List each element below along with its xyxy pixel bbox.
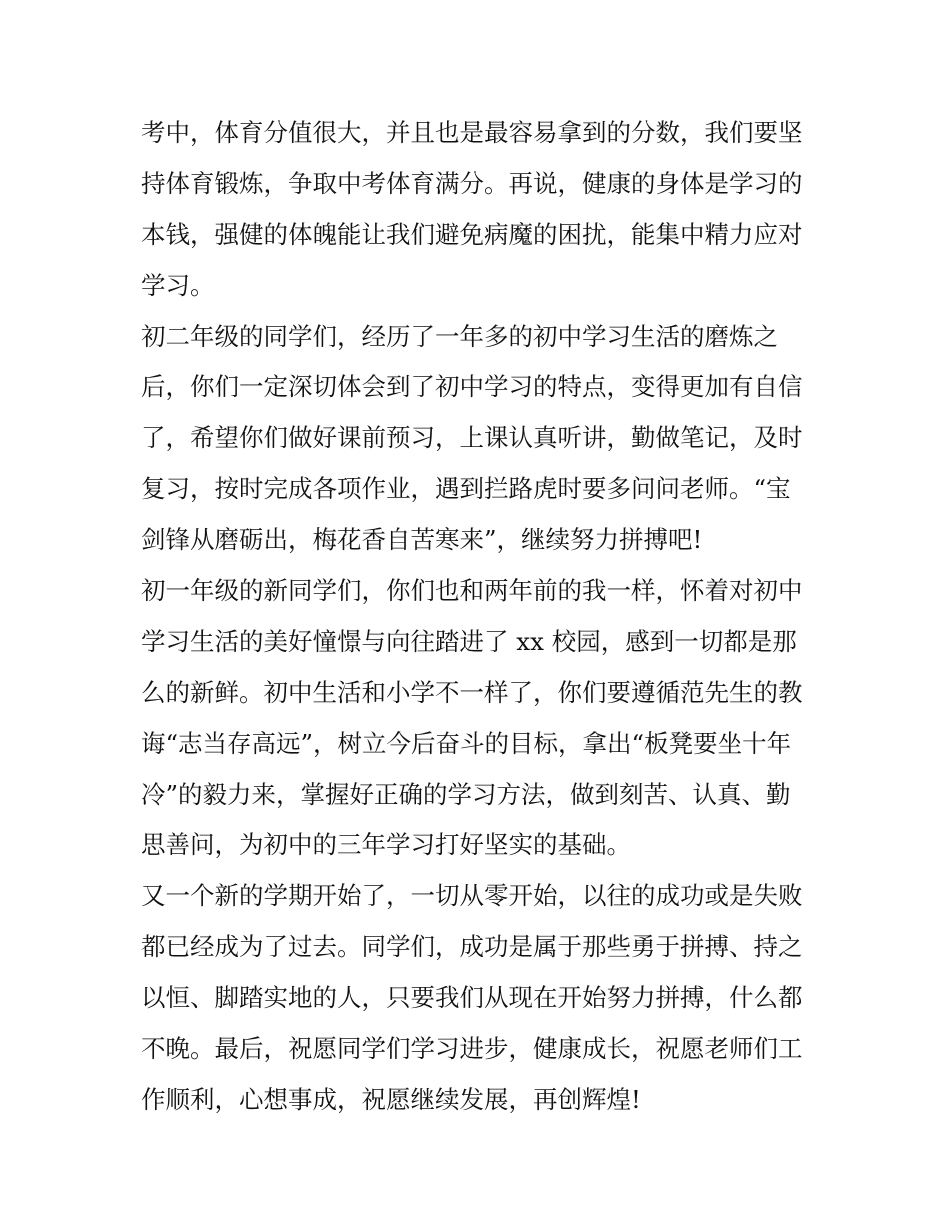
text-line: 剑锋从磨砺出，梅花香自苦寒来”，继续努力拼搏吧!: [141, 525, 703, 555]
text-line: 学习。: [141, 270, 215, 300]
text-line: 都已经成为了过去。同学们，成功是属于那些勇于拼搏、持之: [141, 932, 803, 962]
text-line: 诲“志当存高远”，树立今后奋斗的目标，拿出“板凳要坐十年: [141, 728, 792, 758]
text-line: 后，你们一定深切体会到了初中学习的特点，变得更加有自信: [141, 372, 803, 402]
text-line: 了，希望你们做好课前预习，上课认真听讲，勤做笔记，及时: [141, 423, 803, 453]
text-line: 持体育锻炼，争取中考体育满分。再说，健康的身体是学习的: [141, 168, 803, 198]
text-line: 复习，按时完成各项作业，遇到拦路虎时要多问问老师。“宝: [141, 474, 791, 504]
text-line: 初二年级的同学们，经历了一年多的初中学习生活的磨炼之: [141, 321, 778, 351]
text-line: 本钱，强健的体魄能让我们避免病魔的困扰，能集中精力应对: [141, 219, 803, 249]
text-line: 以恒、脚踏实地的人，只要我们从现在开始努力拼搏，什么都: [141, 983, 803, 1013]
text-line: 又一个新的学期开始了，一切从零开始，以往的成功或是失败: [141, 881, 803, 911]
paragraph: [141, 566, 821, 871]
document-body: [141, 108, 821, 1126]
text-line: 么的新鲜。初中生活和小学不一样了，你们要遵循范先生的教: [141, 677, 803, 707]
text-line: 冷”的毅力来，掌握好正确的学习方法，做到刻苦、认真、勤: [141, 779, 791, 809]
paragraph: [141, 312, 821, 566]
text-line: 初一年级的新同学们，你们也和两年前的我一样，怀着对初中: [141, 576, 803, 606]
paragraph: [141, 108, 821, 312]
text-line: 不晚。最后，祝愿同学们学习进步，健康成长，祝愿老师们工: [141, 1034, 803, 1064]
text-line: 考中，体育分值很大，并且也是最容易拿到的分数，我们要坚: [141, 118, 803, 147]
text-line: 学习生活的美好憧憬与向往踏进了 xx 校园，感到一切都是那: [141, 626, 797, 656]
text-line: 思善问，为初中的三年学习打好坚实的基础。: [141, 830, 631, 860]
paragraph: [141, 871, 821, 1125]
text-line: 作顺利，心想事成，祝愿继续发展，再创辉煌!: [141, 1084, 641, 1114]
